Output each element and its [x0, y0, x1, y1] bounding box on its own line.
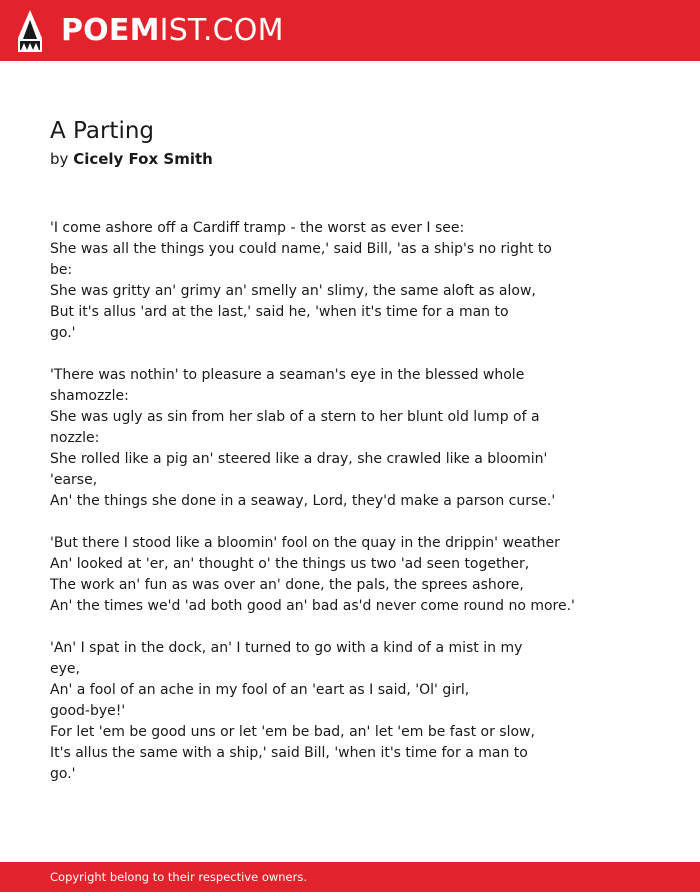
poem-line: An' the times we'd 'ad both good an' bad as'd never come round no more.' — [50, 598, 575, 614]
logo-text-light: IST.COM — [159, 13, 284, 48]
poem-line: For let 'em be good uns or let 'em be bad, an' let 'em be fast or slow, — [50, 724, 535, 740]
byline — [50, 148, 213, 170]
site-logo-link[interactable] — [61, 11, 284, 51]
poem-line: An' looked at 'er, an' thought o' the things us two 'ad seen together, — [50, 556, 530, 572]
site-header — [0, 0, 700, 61]
pen-nib-icon — [18, 10, 42, 52]
poem-line: go.' — [50, 325, 76, 341]
poem-line: 'earse, — [50, 472, 98, 488]
poem-line: eye, — [50, 661, 80, 677]
copyright-text: Copyright belong to their respective owners. — [50, 870, 308, 884]
poem-line: shamozzle: — [50, 388, 129, 404]
poem-line: It's allus the same with a ship,' said Bill, 'when it's time for a man to — [50, 745, 528, 761]
poem-line: 'An' I spat in the dock, an' I turned to go with a kind of a mist in my — [50, 640, 523, 656]
poem-line: be: — [50, 262, 73, 278]
poem-line: She was gritty an' grimy an' smelly an' slimy, the same aloft as alow, — [50, 283, 536, 299]
logo-text-bold: POEM — [61, 13, 160, 48]
poem-line: 'I come ashore off a Cardiff tramp - the worst as ever I see: — [50, 220, 465, 236]
poem-line: 'There was nothin' to pleasure a seaman's eye in the blessed whole — [50, 367, 525, 383]
site-footer — [0, 862, 700, 892]
poem-line: good-bye!' — [50, 703, 126, 719]
poem-stanza — [50, 533, 610, 617]
poem-line: But it's allus 'ard at the last,' said he, 'when it's time for a man to — [50, 304, 509, 320]
poem-line: nozzle: — [50, 430, 100, 446]
poem-line: An' a fool of an ache in my fool of an 'eart as I said, 'Ol' girl, — [50, 682, 470, 698]
poem-line: She was all the things you could name,' said Bill, 'as a ship's no right to — [50, 241, 552, 257]
poem-title: A Parting — [50, 118, 155, 144]
poem-line: The work an' fun as was over an' done, the pals, the sprees ashore, — [50, 577, 524, 593]
poem-line: She rolled like a pig an' steered like a dray, she crawled like a bloomin' — [50, 451, 548, 467]
byline-prefix: by — [50, 150, 69, 168]
poem-line: She was ugly as sin from her slab of a stern to her blunt old lump of a — [50, 409, 540, 425]
author-name: Cicely Fox Smith — [73, 150, 213, 168]
poem-stanza — [50, 638, 610, 785]
poem-body — [50, 218, 610, 785]
poem-line: An' the things she done in a seaway, Lord, they'd make a parson curse.' — [50, 493, 556, 509]
poem-stanza — [50, 218, 610, 344]
poem-line: 'But there I stood like a bloomin' fool on the quay in the drippin' weather — [50, 535, 560, 551]
poem-stanza — [50, 365, 610, 512]
poem-line: go.' — [50, 766, 76, 782]
